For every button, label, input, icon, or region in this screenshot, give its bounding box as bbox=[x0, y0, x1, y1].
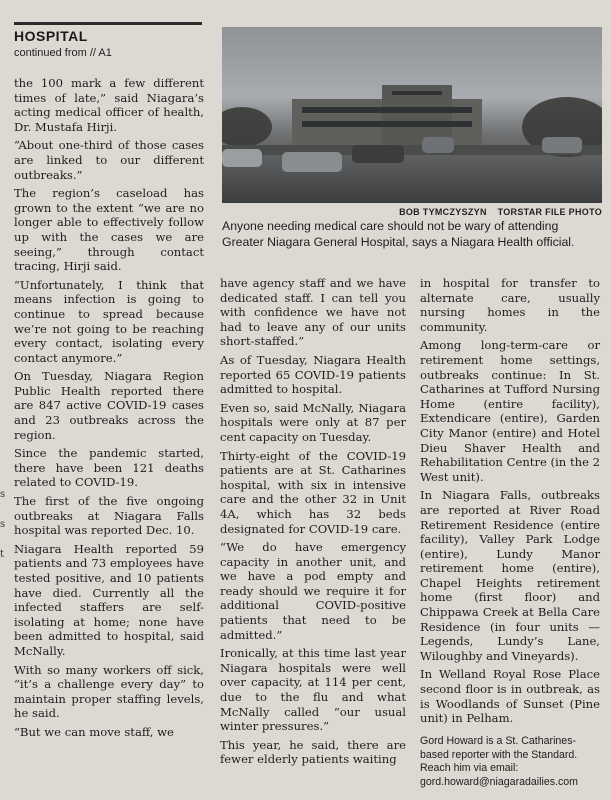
article-column-3 bbox=[420, 276, 600, 730]
paragraph: On Tuesday, Niagara Region Public Health reported there are 847 active COVID-19 cases and 23 outbreaks across the region. bbox=[14, 369, 204, 442]
paragraph: In Niagara Falls, outbreaks are reported at River Road Retirement Residence (entire facility), Valley Park Lodge (entire), Lundy Manor retirement home (entire), Chapel Heights retirement home (first floor) and Chippawa Creek at Bella Care Residence (in four units — Legends, Lundy’s Lane, Wiloughby and Vineyards). bbox=[420, 488, 600, 663]
paragraph: Even so, said McNally, Niagara hospitals were only at 87 per cent capacity on Tuesday. bbox=[220, 400, 406, 444]
article-column-1 bbox=[14, 76, 204, 744]
paragraph: “We do have emergency capacity in another unit, and we have a pod empty and ready should we require it for additional COVID-positive patients that need to be admitted.” bbox=[220, 540, 406, 642]
paragraph: With so many workers off sick, “it’s a challenge every day” to maintain proper staffing levels, he said. bbox=[14, 662, 204, 721]
paragraph: “Unfortunately, I think that means infection is going to continue to spread because we’re not going to be reaching every contact, isolating every contact anymore.” bbox=[14, 277, 204, 365]
section-rule bbox=[14, 22, 202, 25]
paragraph: The first of the five ongoing outbreaks at Niagara Falls hospital was reported Dec. 10. bbox=[14, 494, 204, 538]
paragraph: the 100 mark a few different times of late,” said Niagara’s acting medical officer of health, Dr. Mustafa Hirji. bbox=[14, 76, 204, 134]
section-label: HOSPITAL bbox=[14, 28, 88, 44]
paragraph: This year, he said, there are fewer elderly patients waiting bbox=[220, 737, 406, 767]
paragraph: in hospital for transfer to alternate care, usually nursing homes in the community. bbox=[420, 276, 600, 334]
paragraph: have agency staff and we have dedicated staff. I can tell you with confidence we have not had to leave any of our units short-staffed.” bbox=[220, 276, 406, 349]
paragraph: Ironically, at this time last year Niagara hospitals were well over capacity, at 114 per cent, due to the flu and what McNally called “our usual winter pressures.” bbox=[220, 646, 406, 734]
paragraph: Among long-term-care or retirement home settings, outbreaks continue: In St. Catharines at Tufford Nursing Home (entire facility), Extendicare (entire), Garden City Manor (entire) and Hotel Dieu Shaver Health and Rehabilitation Centre (in the 2 West unit). bbox=[420, 338, 600, 484]
paragraph: “About one-third of those cases are linked to our different outbreaks.” bbox=[14, 138, 204, 182]
paragraph: Since the pandemic started, there have been 121 deaths related to COVID-19. bbox=[14, 446, 204, 490]
edge-letter: s bbox=[0, 519, 6, 530]
photographer: BOB TYMCZYSZYN bbox=[399, 207, 487, 217]
paragraph: “But we can move staff, we bbox=[14, 724, 174, 739]
hospital-photo bbox=[222, 27, 602, 203]
edge-letter: t bbox=[0, 549, 5, 560]
continued-from: continued from // A1 bbox=[14, 47, 112, 59]
photo-credit bbox=[222, 207, 602, 217]
paragraph: The region’s caseload has grown to the extent “we are no longer able to effectively follow up with the cases we are seeing,” through contact tracing, Hirji said. bbox=[14, 186, 204, 274]
paragraph: In Welland Royal Rose Place second floor is in outbreak, as is Woodlands of Sunset (Pine unit) in Pelham. bbox=[420, 667, 600, 726]
paragraph: Thirty-eight of the COVID-19 patients are at St. Catharines hospital, with six in intensive care and the other 32 in Unit 4A, which has 32 beds designated for COVID-19 care. bbox=[220, 448, 406, 536]
paragraph: Niagara Health reported 59 patients and 73 employees have tested positive, and 10 patients have died. Currently all the infected staffers are self-isolating at home; none have been admitted to hospital, said McNally. bbox=[14, 541, 204, 658]
photo-source: TORSTAR FILE PHOTO bbox=[497, 207, 602, 217]
paragraph: As of Tuesday, Niagara Health reported 65 COVID-19 patients admitted to hospital. bbox=[220, 352, 406, 397]
photo-caption: Anyone needing medical care should not be wary of attending Greater Niagara General Hospital, says a Niagara Health official. bbox=[222, 219, 575, 249]
edge-letter: s bbox=[0, 489, 6, 500]
author-bio: Gord Howard is a St. Catharines-based reporter with the Standard. Reach him via email: gord.howard@niagaradailies.com bbox=[420, 735, 578, 788]
adjacent-column-fragments bbox=[0, 480, 8, 570]
article-column-2 bbox=[220, 276, 406, 771]
